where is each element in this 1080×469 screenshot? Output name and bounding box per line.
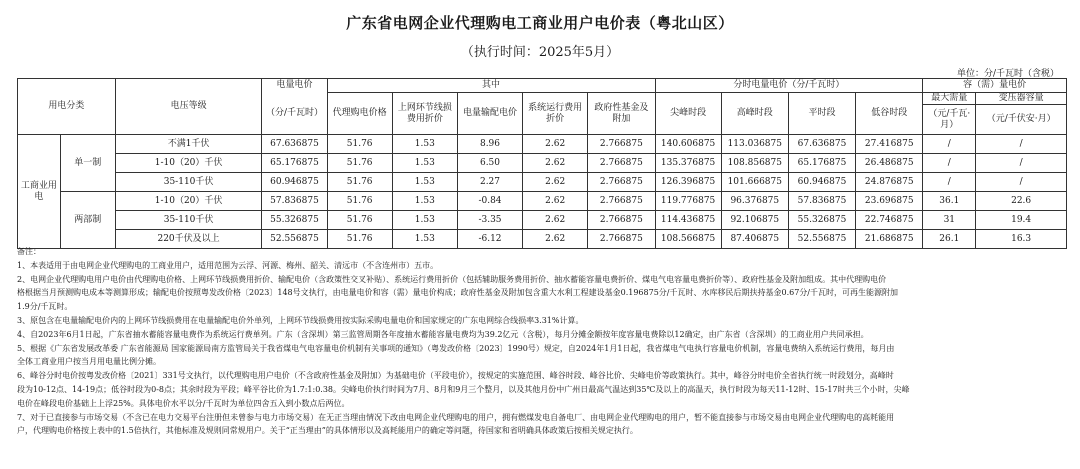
header-peak-sharp: 尖峰时段 <box>655 93 721 135</box>
table-cell: 96.376875 <box>721 192 788 211</box>
table-cell: / <box>923 173 976 192</box>
header-tou: 分时电量电价（分/千瓦时） <box>655 79 923 93</box>
table-cell: 108.566875 <box>655 230 721 249</box>
table-cell: 87.406875 <box>721 230 788 249</box>
table-cell: 1.53 <box>392 192 457 211</box>
table-cell: 140.606875 <box>655 135 721 154</box>
table-cell: 126.396875 <box>655 173 721 192</box>
group-cell: 单一制 <box>60 135 115 192</box>
table-cell: 113.036875 <box>721 135 788 154</box>
note-line: 7、对于已直接参与市场交易（不含已在电力交易平台注册但未曾参与电力市场交易）在无正当理由情况下改由电网企业代理购电的用户，拥有燃煤发电自备电厂、由电网企业代理购电的用户，暂不能直接参与市场交易由电网企业代理购电的高耗能用 <box>17 412 895 422</box>
table-cell: 51.76 <box>327 173 392 192</box>
voltage-cell: 220千伏及以上 <box>115 230 262 249</box>
header-transmission: 电量输配电价 <box>457 93 522 135</box>
table-cell: 67.636875 <box>262 135 327 154</box>
note-line: 5、根据《广东省发展改革委 广东省能源局 国家能源局南方监管局关于我省煤电气电容量电价机制有关事项的通知》（粤发改价格〔2023〕1990号）规定，自2024年1月1日起，我省煤电气电执行容量电价机制，容量电费纳入系统运行费用，每月由 <box>17 343 895 353</box>
table-cell: -0.84 <box>457 192 522 211</box>
table-cell: -3.35 <box>457 211 522 230</box>
voltage-cell: 35-110千伏 <box>115 173 262 192</box>
note-line: 1、本表适用于由电网企业代理购电的工商业用户，适用范围为云浮、河源、梅州、韶关、清远市（不含连州市）五市。 <box>17 260 439 270</box>
table-cell: 36.1 <box>923 192 976 211</box>
table-cell: 57.836875 <box>262 192 327 211</box>
voltage-cell: 1-10（20）千伏 <box>115 154 262 173</box>
category-cell: 工商业用电 <box>18 135 61 249</box>
table-cell: 26.1 <box>923 230 976 249</box>
table-cell: 65.176875 <box>788 154 855 173</box>
table-cell: 51.76 <box>327 135 392 154</box>
table-cell: 2.62 <box>523 135 588 154</box>
table-cell: 16.3 <box>976 230 1067 249</box>
table-cell: 2.766875 <box>588 211 655 230</box>
table-cell: 60.946875 <box>788 173 855 192</box>
table-cell: 2.766875 <box>588 230 655 249</box>
table-cell: 51.76 <box>327 230 392 249</box>
header-flat: 平时段 <box>788 93 855 135</box>
voltage-cell: 不满1千伏 <box>115 135 262 154</box>
header-transformer-unit: （元/千伏安·月） <box>976 105 1067 135</box>
note-line: 6、峰谷分时电价按粤发改价格〔2021〕331号文执行，以代理购电用户电价（不含政府性基金及附加）为基础电价（平段电价），按规定的实施范围、峰谷时段、峰谷比价、尖峰电价等政策执行。其中，峰谷分时电价全省执行统一时段划分，高峰时 <box>17 371 894 381</box>
note-line: 2、电网企业代理购电用户电价由代理购电价格、上网环节线损费用折价、输配电价（含政策性交叉补贴）、系统运行费用折价（包括辅助服务费用折价、抽水蓄能容量电费折价、煤电气电容量电费折价等）、政府性基金及附加组成。其中代理购电价 <box>17 274 887 284</box>
header-energy-price: 电量电价 <box>262 79 327 93</box>
table-row <box>18 154 1067 173</box>
header-category: 用电分类 <box>18 79 116 135</box>
table-cell: 55.326875 <box>262 211 327 230</box>
header-loss-cost: 上网环节线损费用折价 <box>392 93 457 135</box>
table-row <box>18 211 1067 230</box>
table-cell: 67.636875 <box>788 135 855 154</box>
table-cell: 8.96 <box>457 135 522 154</box>
table-cell: 1.53 <box>392 154 457 173</box>
note-line: 1.9分/千瓦时。 <box>17 302 73 312</box>
header-transformer: 变压器容量 <box>976 93 1067 105</box>
table-cell: 1.53 <box>392 135 457 154</box>
page-subtitle: （执行时间：2025年5月） <box>460 45 620 60</box>
table-cell: 92.106875 <box>721 211 788 230</box>
table-cell: 2.766875 <box>588 154 655 173</box>
table-cell: 108.856875 <box>721 154 788 173</box>
note-line: 格根据当月预测购电成本等测算形成；输配电价按照粤发改价格〔2023〕148号文执行，由电量电价和容（需）量电价构成；政府性基金及附加包含重大水利工程建设基金0.196875分/千瓦时、水库移民后期扶持基金0.67分/千瓦时，可再生能源附加 <box>17 288 898 298</box>
table-row <box>18 135 1067 154</box>
table-cell: 6.50 <box>457 154 522 173</box>
table-cell: 52.556875 <box>262 230 327 249</box>
table-cell: / <box>923 154 976 173</box>
table-cell: 1.53 <box>392 230 457 249</box>
header-max-demand-unit: （元/千瓦·月） <box>923 105 976 135</box>
table-cell: 114.436875 <box>655 211 721 230</box>
header-fund: 政府性基金及附加 <box>588 93 655 135</box>
header-max-demand: 最大需量 <box>923 93 976 105</box>
header-of-which: 其中 <box>327 79 655 93</box>
notes-section <box>17 245 1067 438</box>
header-capacity: 容（需）量电价 <box>923 79 1067 93</box>
header-system-cost: 系统运行费用折价 <box>523 93 588 135</box>
table-cell: 101.666875 <box>721 173 788 192</box>
table-cell: 1.53 <box>392 211 457 230</box>
table-cell: 2.766875 <box>588 173 655 192</box>
table-cell: 2.62 <box>523 230 588 249</box>
table-cell: 2.27 <box>457 173 522 192</box>
voltage-cell: 1-10（20）千伏 <box>115 192 262 211</box>
table-cell: 2.62 <box>523 192 588 211</box>
page-title: 广东省电网企业代理购电工商业用户电价表（粤北山区） <box>346 14 734 32</box>
table-cell: 51.76 <box>327 192 392 211</box>
table-cell: 135.376875 <box>655 154 721 173</box>
table-cell: 21.686875 <box>856 230 923 249</box>
table-cell: 19.4 <box>976 211 1067 230</box>
voltage-cell: 35-110千伏 <box>115 211 262 230</box>
note-line: 户，代理购电价格按上表中的1.5倍执行，其他标准及规则同常规用户。关于“正当理由”的具体情形以及高耗能用户的确定等问题，待国家和省明确具体政策后按相关规定执行。 <box>17 426 638 436</box>
header-voltage: 电压等级 <box>115 79 262 135</box>
header-valley: 低谷时段 <box>856 93 923 135</box>
table-cell: 2.766875 <box>588 135 655 154</box>
table-cell: / <box>976 135 1067 154</box>
price-table <box>17 78 1067 249</box>
note-line: 电价在峰段电价基础上上浮25%。具体电价水平以分/千瓦时为单位四舍五入到小数点后两位。 <box>17 398 350 408</box>
header-peak: 高峰时段 <box>721 93 788 135</box>
table-cell: 2.766875 <box>588 192 655 211</box>
note-line: 全体工商业用户按当月用电量比例分摊。 <box>17 357 161 367</box>
table-cell: 57.836875 <box>788 192 855 211</box>
header-proxy-price: 代理购电价格 <box>327 93 392 135</box>
group-cell: 两部制 <box>60 192 115 249</box>
note-line: 3、原包含在电量输配电价内的上网环节线损费用在电量输配电价外单列，上网环节线损费用按实际采购电量电价和国家规定的广东电网综合线损率3.31%计算。 <box>17 315 584 325</box>
table-cell: 24.876875 <box>856 173 923 192</box>
table-cell: 26.486875 <box>856 154 923 173</box>
table-cell: 52.556875 <box>788 230 855 249</box>
table-row <box>18 192 1067 211</box>
note-line: 段为10-12点、14-19点；低谷时段为0-8点；其余时段为平段；峰平谷比价为1.7:1:0.38。尖峰电价执行时间为7月、8月和9月三个整月，以及其他月份中广州日最高气温达到35℃及以上的高温天，执行时段为每天11-12时、15-17时共三个小时，尖峰 <box>17 384 910 394</box>
table-cell: 2.62 <box>523 154 588 173</box>
table-row <box>18 173 1067 192</box>
header-energy-price-unit: （分/千瓦时） <box>262 93 327 135</box>
table-cell: 55.326875 <box>788 211 855 230</box>
notes-title: 备注： <box>17 247 41 256</box>
table-cell: 27.416875 <box>856 135 923 154</box>
table-cell: 22.6 <box>976 192 1067 211</box>
table-cell: 31 <box>923 211 976 230</box>
table-cell: / <box>976 154 1067 173</box>
unit-label: 单位：分/千瓦时（含税） <box>956 69 1059 79</box>
table-cell: 60.946875 <box>262 173 327 192</box>
table-cell: 119.776875 <box>655 192 721 211</box>
note-line: 4、自2023年6月1日起，广东省抽水蓄能容量电费作为系统运行费单列。广东（含深圳）第三监管周期各年度抽水蓄能容量电费均为39.2亿元（含税），每月分摊金额按年度容量电费除以12确定，由广东省（含深圳）的工商业用户共同承担。 <box>17 329 869 339</box>
table-cell: 1.53 <box>392 173 457 192</box>
table-cell: 51.76 <box>327 154 392 173</box>
table-cell: -6.12 <box>457 230 522 249</box>
table-cell: / <box>976 173 1067 192</box>
table-cell: 65.176875 <box>262 154 327 173</box>
table-cell: 2.62 <box>523 211 588 230</box>
table-cell: 22.746875 <box>856 211 923 230</box>
table-cell: / <box>923 135 976 154</box>
table-cell: 2.62 <box>523 173 588 192</box>
table-cell: 23.696875 <box>856 192 923 211</box>
table-cell: 51.76 <box>327 211 392 230</box>
